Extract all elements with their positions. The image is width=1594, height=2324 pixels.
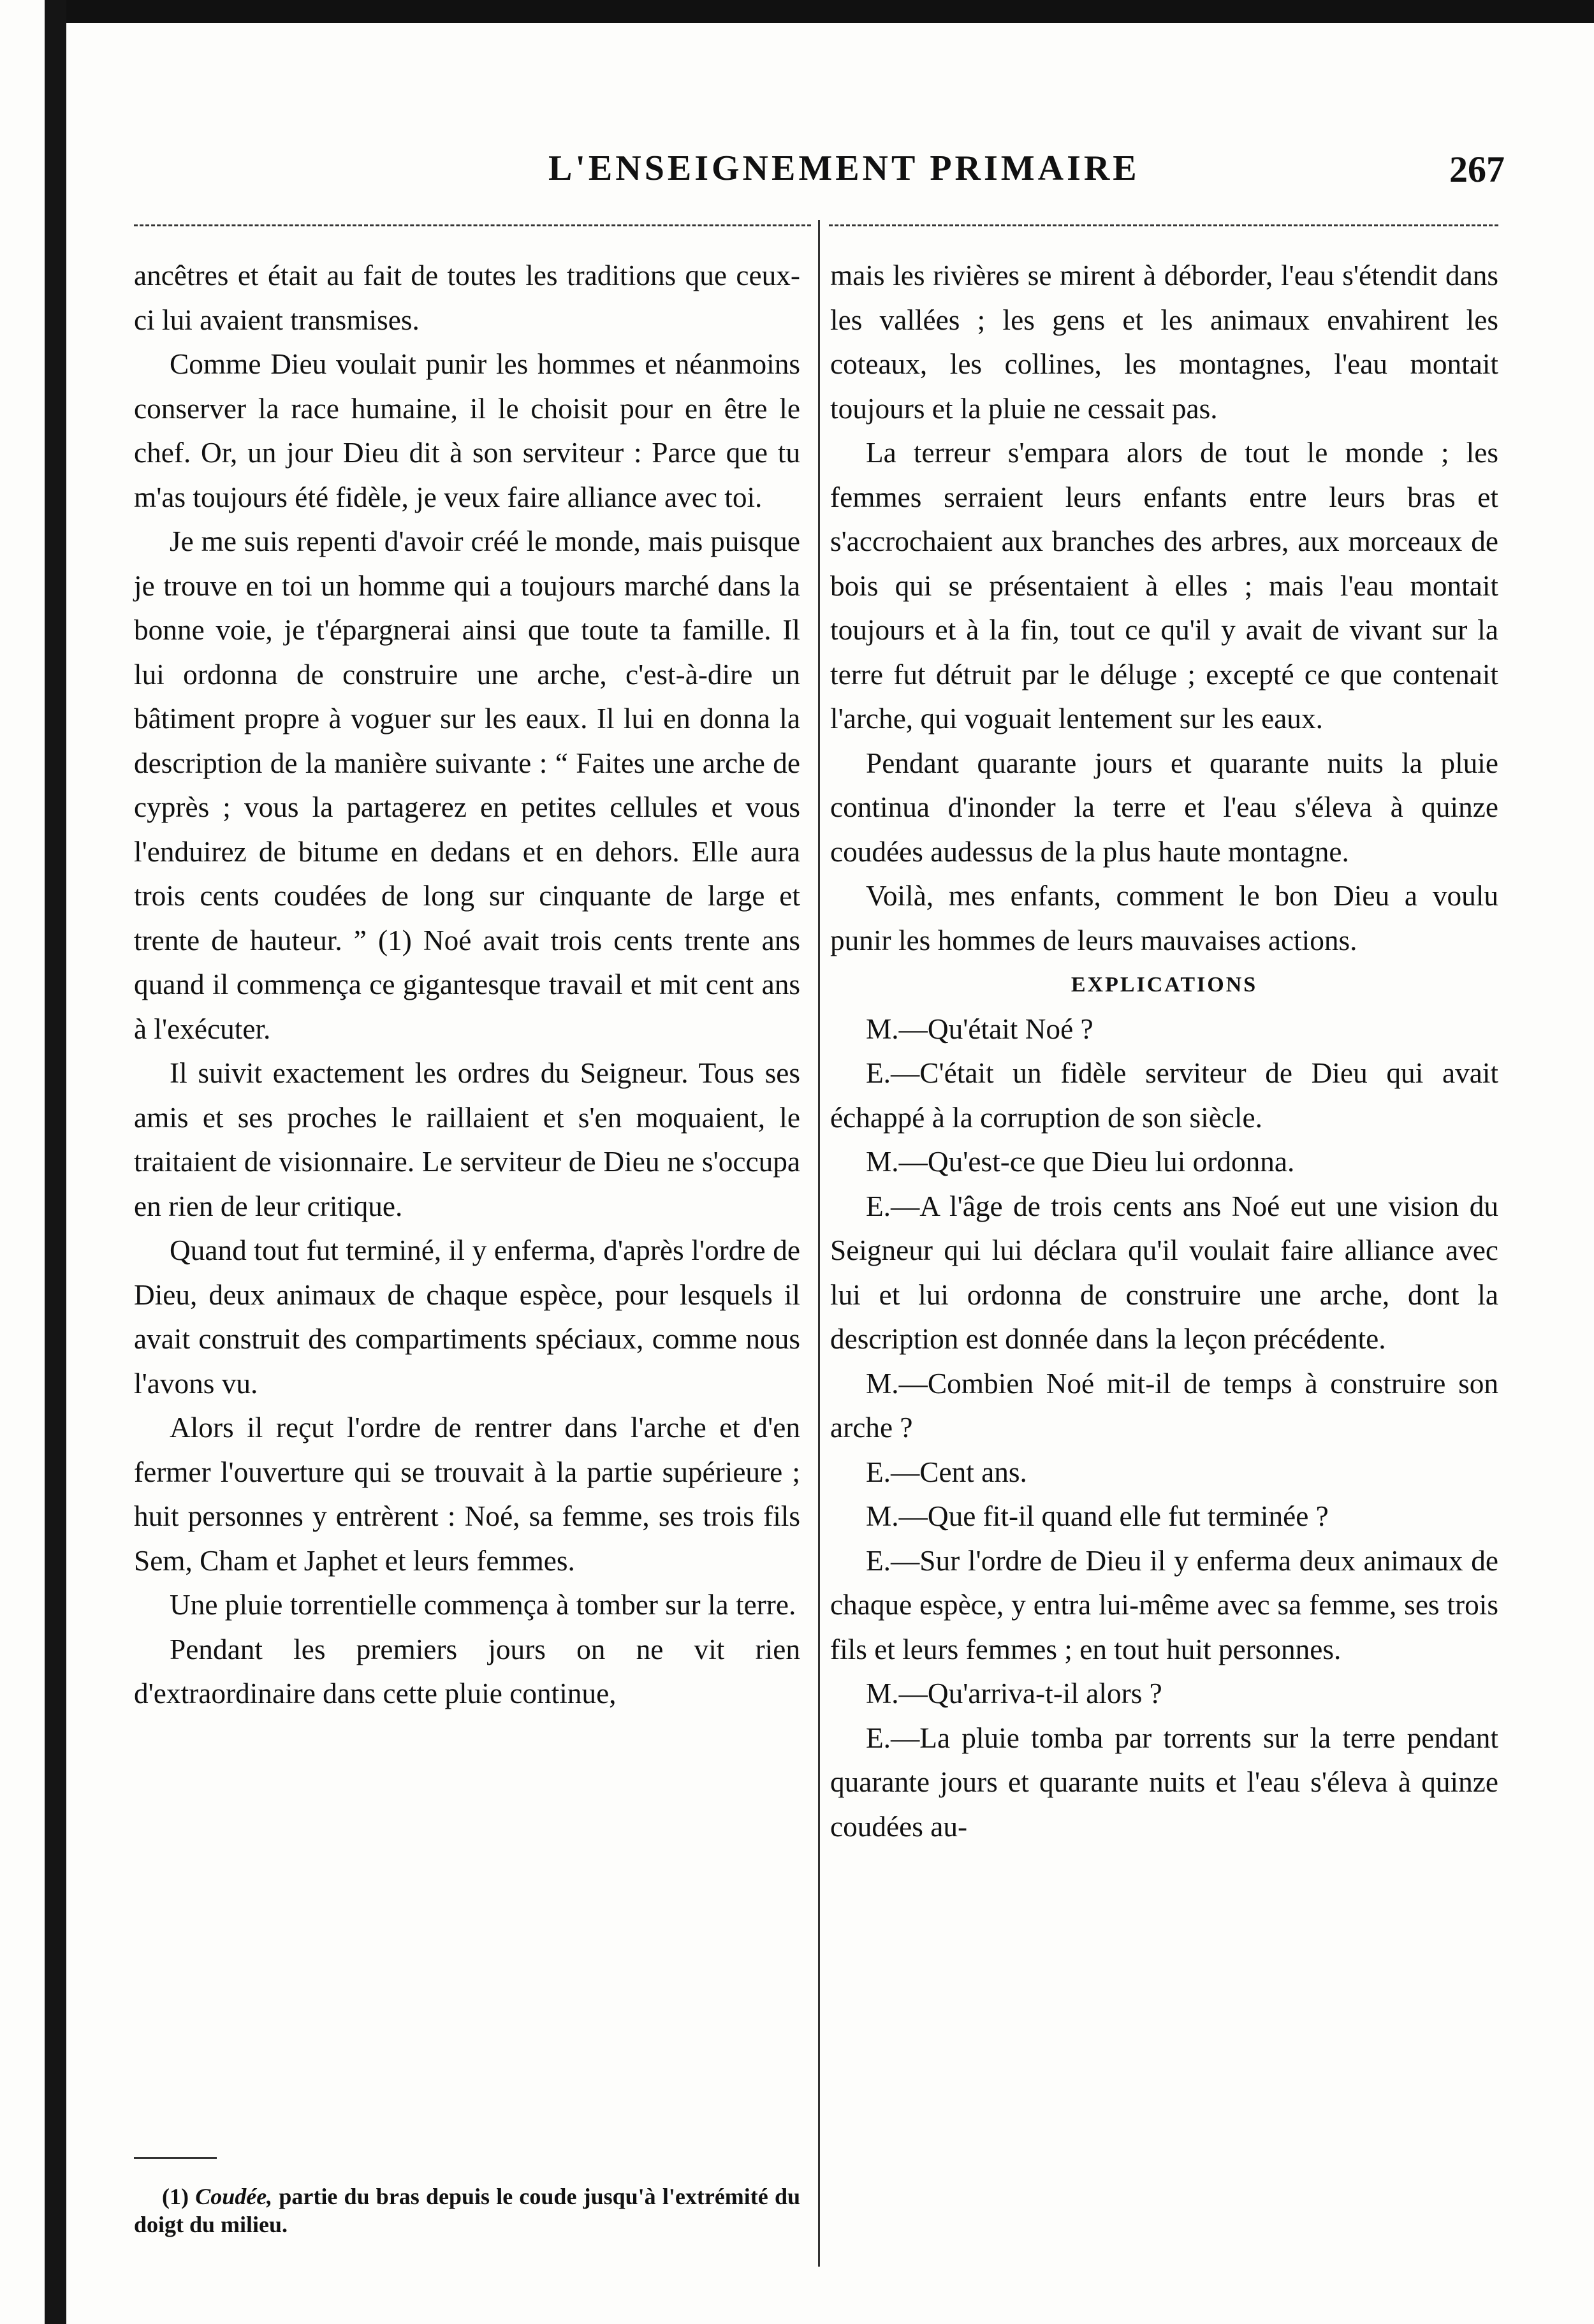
paragraph: Il suivit exactement les ordres du Seigneur. Tous ses amis et ses proches le raillaient et s'en moquaient, le traitaient de visionnaire. Le serviteur de Dieu ne s'occupa en rien de leur critique. — [134, 1057, 800, 1222]
section-heading: EXPLICATIONS — [1071, 973, 1258, 997]
qa-line: M.—Qu'était Noé ? — [866, 1012, 1093, 1045]
paragraph: mais les rivières se mirent à déborder, l'eau s'étendit dans les vallées ; les gens et les animaux envahirent les coteaux, les collines, les montagnes, l'eau montait toujours et la pluie ne cessait pas. — [830, 259, 1498, 425]
qa-line: M.—Combien Noé mit-il de temps à construire son arche ? — [830, 1367, 1498, 1443]
footnote-rule — [134, 2157, 217, 2159]
paragraph: Pendant les premiers jours on ne vit rien d'extraordinaire dans cette pluie continue, — [134, 1633, 800, 1709]
qa-line: M.—Que fit-il quand elle fut terminée ? — [866, 1500, 1329, 1532]
page-number: 267 — [1449, 149, 1505, 190]
left-column — [134, 254, 800, 1716]
qa-line: M.—Qu'est-ce que Dieu lui ordonna. — [866, 1146, 1295, 1178]
right-column — [830, 254, 1498, 1849]
paragraph: Voilà, mes enfants, comment le bon Dieu a voulu punir les hommes de leurs mauvaises actions. — [830, 880, 1498, 956]
scan-edge-top — [45, 0, 1594, 23]
qa-line: M.—Qu'arriva-t-il alors ? — [866, 1677, 1162, 1709]
qa-line: E.—La pluie tomba par torrents sur la terre pendant quarante jours et quarante nuits et l'eau s'éleva à quinze coudées au- — [830, 1721, 1498, 1843]
column-divider — [818, 220, 820, 2267]
header-rule-right — [829, 224, 1498, 226]
qa-line: E.—Cent ans. — [866, 1456, 1027, 1488]
header-rule-left — [134, 224, 811, 226]
paragraph: Je me suis repenti d'avoir créé le monde, mais puisque je trouve en toi un homme qui a toujours marché dans la bonne voie, je t'épargnerai ainsi que toute ta famille. Il lui ordonna de construire une arche, c'est-à-dire un bâtiment propre à voguer sur les eaux. Il lui en donna la description de la manière suivante : “ Faites une arche de cyprès ; vous la partagerez en petites cellules et vous l'enduirez de bitume en dedans et en dehors. Elle aura trois cents coudées de long sur cinquante de large et trente de hauteur. ” (1) Noé avait trois cents trente ans quand il commença ce gigantesque travail et mit cent ans à l'exécuter. — [134, 525, 800, 1045]
page-header — [128, 148, 1505, 199]
qa-line: E.—C'était un fidèle serviteur de Dieu qui avait échappé à la corruption de son siècle. — [830, 1057, 1498, 1134]
paragraph: Quand tout fut terminé, il y enferma, d'après l'ordre de Dieu, deux animaux de chaque espèce, pour lesquels il avait construit des compartiments spéciaux, comme nous l'avons vu. — [134, 1234, 800, 1400]
paragraph: Comme Dieu voulait punir les hommes et néanmoins conserver la race humaine, il le choisit pour en être le chef. Or, un jour Dieu dit à son serviteur : Parce que tu m'as toujours été fidèle, je veux faire alliance avec toi. — [134, 348, 800, 513]
footnote-marker: (1) — [162, 2184, 189, 2209]
paragraph: Alors il reçut l'ordre de rentrer dans l'arche et d'en fermer l'ouverture qui se trouvait à la partie supérieure ; huit personnes y entrèrent : Noé, sa femme, ses trois fils Sem, Cham et Japhet et leurs femmes. — [134, 1412, 800, 1577]
qa-line: E.—A l'âge de trois cents ans Noé eut une vision du Seigneur qui lui déclara qu'il voulait faire alliance avec lui et lui ordonna de construire une arche, dont la description est donnée dans la leçon précédente. — [830, 1190, 1498, 1355]
footnote — [134, 2182, 800, 2239]
paragraph: Une pluie torrentielle commença à tomber sur la terre. — [170, 1589, 796, 1621]
paragraph: ancêtres et était au fait de toutes les traditions que ceux-ci lui avaient transmises. — [134, 259, 800, 336]
scan-edge-left — [45, 0, 66, 2324]
running-title: L'ENSEIGNEMENT PRIMAIRE — [548, 149, 1140, 188]
footnote-term: Coudée, — [195, 2184, 273, 2209]
paragraph: La terreur s'empara alors de tout le monde ; les femmes serraient leurs enfants entre leurs bras et s'accrochaient aux branches des arbres, aux morceaux de bois qui se présentaient à elles ; mais l'eau montait toujours et à la fin, tout ce qu'il y avait de vivant sur la terre fut détruit par le déluge ; excepté ce que contenait l'arche, qui voguait lentement sur les eaux. — [830, 437, 1498, 734]
paragraph: Pendant quarante jours et quarante nuits la pluie continua d'inonder la terre et l'eau s'éleva à quinze coudées audessus de la plus haute montagne. — [830, 747, 1498, 868]
qa-line: E.—Sur l'ordre de Dieu il y enferma deux animaux de chaque espèce, y entra lui-même avec sa femme, ses trois fils et leurs femmes ; en tout huit personnes. — [830, 1544, 1498, 1665]
footnote-text: partie du bras depuis le coude jusqu'à l'extrémité du doigt du milieu. — [134, 2184, 801, 2237]
